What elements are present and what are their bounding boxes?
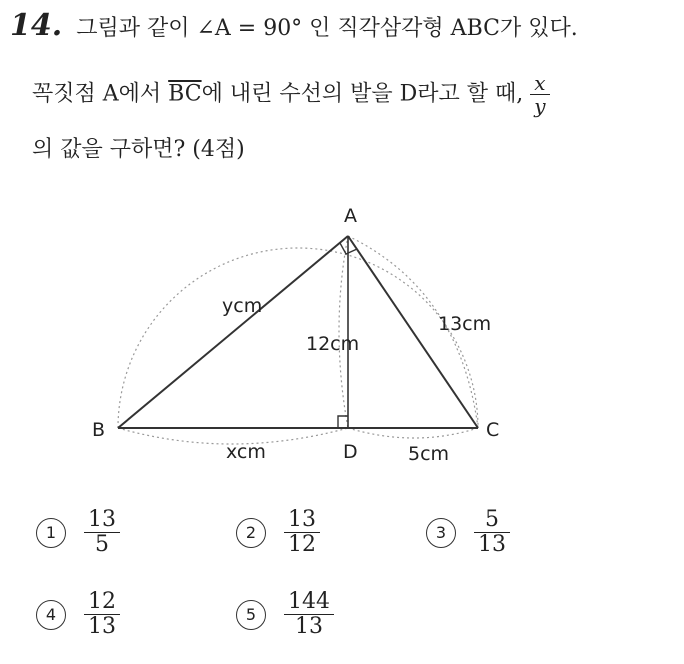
choice-fraction: [474, 508, 510, 557]
fraction-denominator: y: [534, 94, 546, 118]
choice-5[interactable]: [236, 590, 334, 639]
choice-4[interactable]: [36, 590, 120, 639]
segment-bc: $\overline{BC}$: [168, 81, 202, 107]
choice-fraction: [284, 590, 334, 639]
length-label-ac: 13cm: [438, 313, 492, 335]
length-label-ad: 12cm: [306, 333, 360, 355]
choice-denominator: 13: [88, 614, 116, 640]
choice-denominator: 13: [478, 532, 506, 558]
choice-denominator: 5: [95, 532, 109, 558]
choice-denominator: 13: [295, 614, 323, 640]
choice-fraction: [284, 508, 320, 557]
choice-numerator: 13: [284, 508, 320, 533]
choice-fraction: [84, 590, 120, 639]
vertex-label-c: C: [486, 419, 500, 441]
arc-dc: [348, 428, 478, 438]
problem-text-2b: 에 내린 수선의 발을 D라고 할 때,: [201, 81, 524, 107]
choice-marker: 1: [36, 518, 66, 548]
fraction-numerator: x: [530, 72, 549, 95]
length-label-ab: ycm: [222, 295, 263, 317]
choice-marker: 5: [236, 600, 266, 630]
length-label-dc: 5cm: [408, 443, 450, 465]
problem-text-2a: 꼭짓점 A에서: [32, 81, 162, 107]
choice-denominator: 12: [288, 532, 316, 558]
choice-marker: 3: [426, 518, 456, 548]
arc-ad: [339, 236, 348, 428]
choice-numerator: 13: [84, 508, 120, 533]
choice-numerator: 144: [284, 590, 334, 615]
vertex-label-a: A: [344, 205, 357, 227]
circumcircle-arc: [118, 248, 478, 428]
choice-marker: 2: [236, 518, 266, 548]
vertex-label-d: D: [343, 441, 358, 463]
choice-1[interactable]: [36, 508, 120, 557]
choice-3[interactable]: [426, 508, 510, 557]
choice-marker: 4: [36, 600, 66, 630]
problem-text-3: 의 값을 구하면? (4점): [32, 137, 245, 162]
vertex-label-b: B: [92, 419, 106, 441]
choice-fraction: [84, 508, 120, 557]
choice-2[interactable]: [236, 508, 320, 557]
question-number: 14.: [10, 8, 63, 43]
length-label-bd: xcm: [226, 441, 266, 463]
problem-text-1: 그림과 같이 ∠A = 90° 인 직각삼각형 ABC가 있다.: [76, 16, 578, 41]
choice-numerator: 5: [474, 508, 510, 533]
side-ab: [118, 236, 348, 428]
choice-numerator: 12: [84, 590, 120, 615]
